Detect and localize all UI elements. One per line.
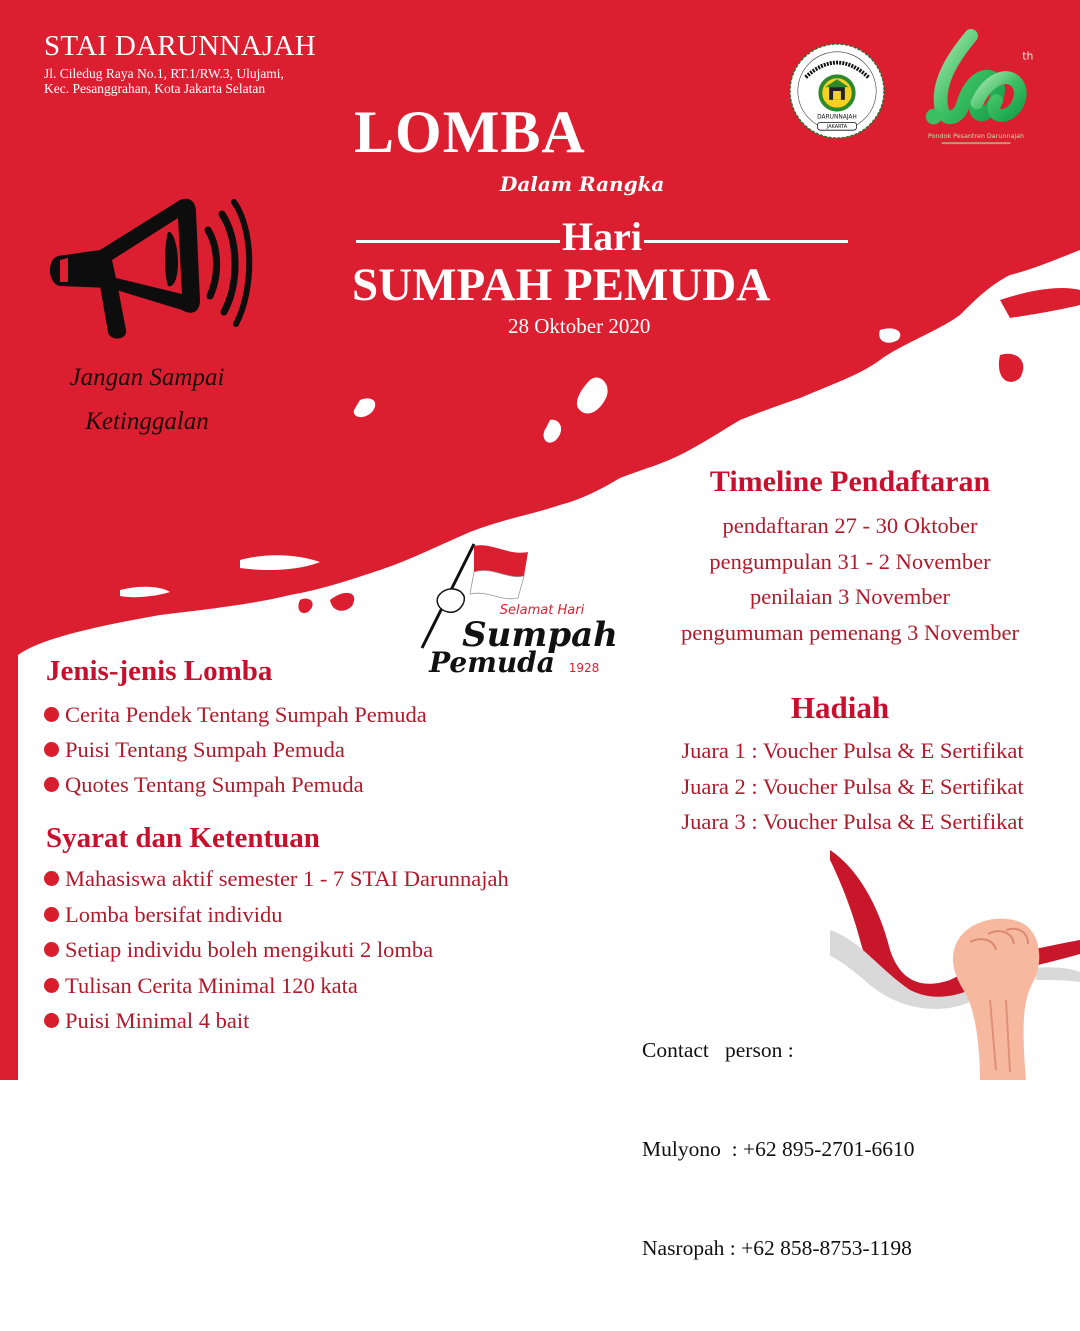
bullet-icon — [44, 742, 59, 757]
timeline-item: penilaian 3 November — [750, 584, 950, 609]
title-sumpah-pemuda: SUMPAH PEMUDA — [352, 259, 771, 311]
bullet-icon — [44, 871, 59, 886]
contact-name: Mulyono — [642, 1137, 732, 1161]
timeline-list — [630, 508, 1070, 650]
title-dalam-rangka: Dalam Rangka — [500, 172, 665, 196]
contact-phone[interactable]: : +62 858-8753-1198 — [729, 1236, 912, 1260]
contact-block — [642, 968, 915, 1331]
event-date: 28 Oktober 2020 — [508, 314, 651, 338]
contact-person-row — [642, 1232, 915, 1265]
anniversary-60th-logo — [912, 30, 1040, 152]
requirement-item — [44, 897, 509, 933]
bullet-icon — [44, 1013, 59, 1028]
bullet-icon — [44, 907, 59, 922]
syarat-title: Syarat dan Ketentuan — [46, 822, 320, 854]
divider-line-left — [356, 240, 560, 243]
prize-item: Juara 3 : Voucher Pulsa & E Sertifikat — [681, 809, 1024, 834]
svg-text:Pemuda: Pemuda — [429, 646, 555, 679]
title-lomba: LOMBA — [354, 99, 586, 165]
syarat-list — [44, 861, 509, 1039]
hadiah-list — [630, 733, 1075, 840]
svg-text:Pondok Pesantren Darunnajah: Pondok Pesantren Darunnajah — [927, 132, 1025, 141]
tagline-line-1: Jangan Sampai — [69, 364, 225, 391]
timeline-item: pendaftaran 27 - 30 Oktober — [722, 513, 978, 538]
competition-type-item — [44, 767, 427, 802]
competition-type-item — [44, 697, 427, 732]
organization-address — [44, 66, 284, 96]
contact-name: Nasropah — [642, 1236, 730, 1260]
requirement-item — [44, 968, 509, 1004]
competition-type-label: Cerita Pendek Tentang Sumpah Pemuda — [65, 702, 427, 727]
requirement-label: Tulisan Cerita Minimal 120 kata — [65, 972, 358, 998]
requirement-label: Setiap individu boleh mengikuti 2 lomba — [65, 937, 434, 962]
title-hari: Hari — [562, 214, 642, 259]
hadiah-title: Hadiah — [790, 690, 890, 725]
stai-darunnajah-seal-logo — [788, 42, 886, 140]
prize-item: Juara 1 : Voucher Pulsa & E Sertifikat — [681, 738, 1024, 763]
contact-label: Contact person : — [642, 1038, 794, 1062]
address-line-1: Jl. Ciledug Raya No.1, RT.1/RW.3, Ulujami, — [44, 66, 284, 81]
organization-name: STAI DARUNNAJAH — [44, 30, 317, 62]
requirement-item — [44, 932, 509, 968]
jenis-lomba-title: Jenis-jenis Lomba — [46, 655, 273, 687]
competition-type-label: Puisi Tentang Sumpah Pemuda — [65, 737, 345, 762]
competition-type-label: Quotes Tentang Sumpah Pemuda — [65, 772, 364, 797]
timeline-item: pengumuman pemenang 3 November — [680, 619, 1020, 645]
requirement-label: Puisi Minimal 4 bait — [65, 1008, 250, 1033]
megaphone-icon — [40, 190, 250, 350]
svg-text:Sumpah: Sumpah — [462, 615, 618, 655]
requirement-item — [44, 861, 509, 897]
requirement-label: Mahasiswa aktif semester 1 - 7 STAI Darunnajah — [65, 866, 509, 891]
svg-text:DARUNNAJAH: DARUNNAJAH — [817, 114, 857, 121]
prize-item: Juara 2 : Voucher Pulsa & E Sertifikat — [681, 773, 1024, 799]
svg-text:Selamat Hari: Selamat Hari — [499, 603, 585, 618]
svg-text:1928: 1928 — [568, 661, 600, 675]
requirement-label: Lomba bersifat individu — [65, 901, 283, 927]
contact-phone[interactable]: : +62 895-2701-6610 — [731, 1137, 915, 1161]
svg-text:th: th — [1022, 49, 1034, 63]
bullet-icon — [44, 707, 59, 722]
timeline-title: Timeline Pendaftaran — [709, 465, 991, 498]
timeline-item: pengumpulan 31 - 2 November — [709, 548, 991, 574]
selamat-hari-sumpah-pemuda-emblem — [412, 538, 618, 679]
jenis-lomba-list — [44, 697, 427, 802]
requirement-item — [44, 1003, 509, 1039]
tagline — [40, 356, 254, 444]
title-hari-row — [356, 212, 848, 262]
bullet-icon — [44, 978, 59, 993]
competition-type-item — [44, 732, 427, 767]
bullet-icon — [44, 777, 59, 792]
address-line-2: Kec. Pesanggrahan, Kota Jakarta Selatan — [44, 81, 266, 96]
divider-line-right — [644, 240, 848, 243]
contact-person-row — [642, 1133, 915, 1166]
bullet-icon — [44, 942, 59, 957]
tagline-line-2: Ketinggalan — [85, 408, 209, 435]
svg-text:JAKARTA: JAKARTA — [826, 124, 848, 131]
